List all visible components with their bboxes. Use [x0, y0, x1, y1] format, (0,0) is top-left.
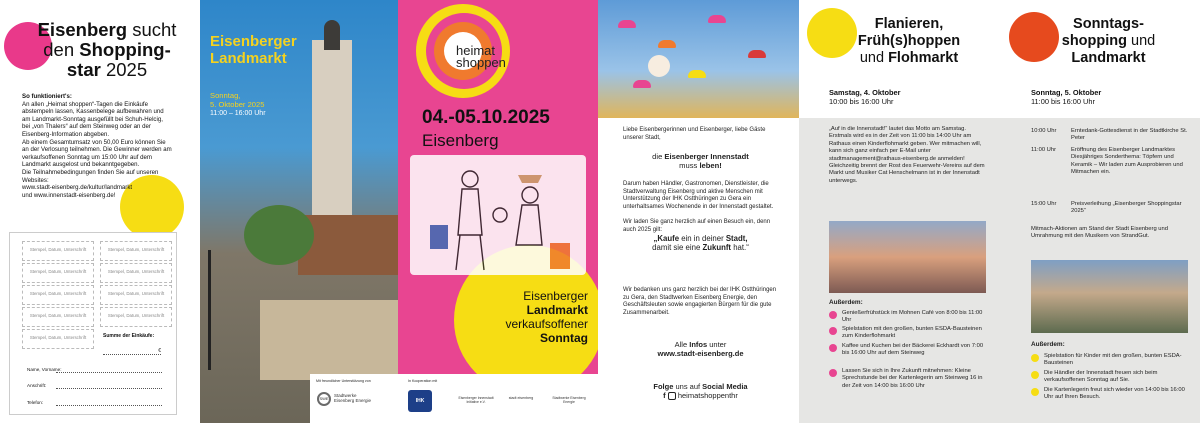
schedule-text: Erntedank-Gottesdienst in der Stadtkirche St. Peter	[1071, 128, 1188, 142]
url-innenstadt: und www.innenstadt-eisenberg.de!	[22, 191, 116, 199]
bullet-icon	[1031, 354, 1039, 362]
sunday-title: Sonntags- shopping und Landmarkt	[1061, 16, 1156, 66]
saturday-description: „Auf in die Innenstadt!“ lautet das Motto am Samstag. Erstmals wird es in der Zeit von 11:00 bis 14:00 Uhr am Rathaus einen Kinderflohmarkt geben. Wer mitmachen will, kann sich ganz einfach per E-Mail unter stadtmanagement@rathaus-eisenberg.de anmelden! Gleichzeitig brennt der Rost des Feuerwehr-Vereins auf dem Markt und Musiker Cat Henschelmann ist in der Innenstadt unterwegs.	[829, 126, 985, 184]
panel-saturday	[799, 0, 999, 423]
stamp-field: Stempel, Datum, Unterschrift	[100, 241, 172, 261]
website-link[interactable]: www.stadt-eisenberg.de	[657, 349, 744, 358]
list-item: Die Kartenlegerin freut sich wieder von 14:00 bis 16:00 Uhr auf Ihren Besuch.	[1044, 387, 1185, 401]
flohmarkt-photo	[829, 221, 986, 293]
list-item: Kaffee und Kuchen bei der Bäckerei Eckhardt von 7:00 bis 16:00 Uhr auf dem Steinweg	[842, 343, 984, 357]
list-item: Die Händler der Innenstadt freuen sich beim verkaufsoffenen Sonntag auf Sie.	[1044, 370, 1158, 384]
infos-block: Alle Infos unter www.stadt-eisenberg.de	[657, 340, 744, 358]
name-label: Name, Vorname:	[27, 367, 62, 372]
schedule-time: 15:00 Uhr	[1031, 201, 1057, 207]
bullet-icon	[829, 369, 837, 377]
stamp-field: Stempel, Datum, Unterschrift	[22, 307, 94, 327]
list-item: Genießerfrühstück im Mohnen Café von 8:00 bis 11:00 Uhr	[842, 310, 983, 324]
stamp-field: Stempel, Datum, Unterschrift	[22, 263, 94, 283]
stamp-field: Stempel, Datum, Unterschrift	[22, 285, 94, 305]
cooperation-label: In Kooperation mit	[408, 379, 438, 383]
address-label: Anschrift:	[27, 383, 47, 388]
schedule-time: 11:00 Uhr	[1031, 147, 1057, 153]
saturday-title: Flanieren, Früh(s)hoppen und Flohmarkt	[857, 16, 961, 66]
bullet-icon	[829, 344, 837, 352]
greeting-text: Liebe Eisenbergerinnen und Eisenberger, liebe Gäste unserer Stadt,	[623, 127, 766, 141]
stamp-field: Stempel, Datum, Unterschrift	[100, 307, 172, 327]
list-item: Lassen Sie sich in Ihre Zukunft mitnehmen: Kleine Sprechstunde bei der Kartenlegerin am Steinweg 16 in der Zeit von 14:00 bis 16:00 Uhr	[842, 368, 983, 389]
shoppingstar-title: Eisenberg sucht den Shopping- star 2025	[37, 19, 177, 80]
list-item: Spielstation mit den großen, bunten ESDA-Bausteinen zum Kinderflohmarkt	[842, 326, 982, 340]
umbrellas-photo	[598, 0, 799, 118]
stamp-field: Stempel, Datum, Unterschrift	[22, 329, 94, 349]
invite-paragraph: Wir laden Sie ganz herzlich auf einen Besuch ein, denn auch 2025 gilt:	[623, 219, 771, 233]
stamp-field: Stempel, Datum, Unterschrift	[100, 285, 172, 305]
how-it-works-text: So funktioniert's: An allen „Heimat shoppen“-Tagen die Einkäufe abstempeln lassen, Kassenbelege aufbewahren und am Landmarkt-Sonntag ausgefüllt bei Schuh-Helcig, bei „von Thalers“ auf dem Steinweg oder an der Eisenberg-Information abgeben. Ab einem Gesamtumsatz von 50,00 Euro können Sie an der Verlosung teilnehmen. Die Gewinner werden am verkaufsoffenen Sonntag um 15:00 Uhr auf dem Landmarkt ausgelost und bekanntgegeben. Die Teilnahmebedingungen finden Sie auf unseren Websites: www.stadt-eisenberg.de/kultur/landmarkt und www.innenstadt-eisenberg.de!	[22, 93, 172, 199]
landmarkt-time: 11:00 – 16:00 Uhr	[210, 110, 266, 117]
schedule-text: Eröffnung des Eisenberger Landmarktes Diesjähriges Sonderthema: Töpfern und Keramik – Wir laden zum Ausprobieren und Mitmachen ein.	[1071, 147, 1183, 176]
stadt-eisenberg-logo: stadt eisenberg	[508, 396, 534, 400]
schedule-text: Preisverleihung „Eisenberger Shoppingstar 2025“	[1071, 201, 1182, 215]
social-handle: heimatshoppenthr	[677, 391, 738, 401]
stamp-field: Stempel, Datum, Unterschrift	[22, 241, 94, 261]
tree-image	[244, 205, 314, 265]
bullet-icon	[1031, 388, 1039, 396]
house-roofs-image	[298, 215, 398, 275]
facebook-icon[interactable]: f	[663, 391, 666, 401]
panel-shoppingstar	[0, 0, 200, 423]
quote-innenstadt: die Eisenberger Innenstadt muss leben!	[652, 152, 749, 170]
list-item: Spielstation für Kinder mit den großen, bunten ESDA-Bausteinen	[1044, 353, 1182, 367]
phone-field	[56, 405, 162, 406]
phone-label: Telefon:	[27, 400, 44, 405]
ausserdem-heading: Außerdem:	[829, 299, 863, 306]
social-media-block: Folge uns auf Social Media f heimatshoppenthr	[653, 382, 748, 401]
landmarkt-slogan: Eisenberger Landmarkt verkaufsoffener Sonntag	[505, 289, 588, 345]
stamp-field: Stempel, Datum, Unterschrift	[100, 263, 172, 283]
sunday-date: Sonntag, 5. Oktober 11:00 bis 16:00 Uhr	[1031, 88, 1102, 106]
swe-logo-text: Stadtwerke Eisenberg Energie	[334, 393, 372, 403]
landmarkt-date: Sonntag, 5. Oktober 2025	[210, 91, 265, 109]
mitmach-text: Mitmach-Aktionen am Stand der Stadt Eisenberg und Umrahmung mit den Musikern von StrandGut.	[1031, 226, 1168, 240]
shoppers-illustration	[410, 155, 586, 275]
url-landmarkt: www.stadt-eisenberg.de/kultur/landmarkt	[22, 184, 133, 192]
market-crowd-image	[260, 300, 398, 380]
sum-field: €	[103, 348, 161, 355]
sum-label: Summe der Einkäufe:	[103, 333, 155, 339]
quote-kaufe: „Kaufe ein in deiner Stadt, damit sie eine Zukunft hat.“	[652, 234, 749, 253]
ihk-logo: IHK	[408, 390, 432, 412]
street-lamp-image	[208, 250, 211, 370]
address-field	[56, 388, 162, 389]
instagram-icon[interactable]	[668, 392, 676, 400]
saturday-date: Samstag, 4. Oktober 10:00 bis 16:00 Uhr	[829, 88, 901, 106]
panel-cover	[398, 0, 598, 423]
church-tower-image	[312, 40, 352, 240]
panel-landmarkt-photo	[200, 0, 398, 423]
bullet-icon	[1031, 371, 1039, 379]
heimat-shoppen-logo: heimat shoppen	[456, 43, 506, 70]
panel-sunday	[999, 0, 1200, 423]
sponsor-label: Mit freundlicher Unterstützung von	[316, 379, 371, 383]
bullet-icon	[829, 327, 837, 335]
name-field	[56, 372, 162, 373]
panel-letter	[598, 0, 799, 423]
landmarkt-title: Eisenberger Landmarkt	[210, 33, 297, 67]
ausserdem-heading: Außerdem:	[1031, 341, 1065, 348]
swe-logo: Stadtwerke Eisenberg Energie	[552, 396, 586, 404]
tower-spire-image	[324, 20, 340, 50]
event-dates: 04.-05.10.2025	[422, 107, 550, 128]
event-city: Eisenberg	[422, 131, 499, 150]
intro-paragraph: Darum haben Händler, Gastronomen, Dienstleister, die Stadtverwaltung Eisenberg und aktive Menschen mit Unterstützung der IHK Ostthüringen zu Gera ein unterhaltsames Wochenende in der Innenstadt gestaltet.	[623, 181, 774, 210]
landmarkt-photo	[1031, 260, 1188, 333]
thanks-paragraph: Wir bedanken uns ganz herzlich bei der IHK Ostthüringen zu Gera, den Stadtwerken Eisenberg Energie, den Geschäftsleuten sowie engagierten Bürgern für die gute Zusammenarbeit.	[623, 287, 777, 316]
innenstadt-logo: Eisenberger Innenstadt Initiative e.V.	[458, 396, 494, 404]
schedule-time: 10:00 Uhr	[1031, 128, 1057, 134]
bullet-icon	[829, 311, 837, 319]
swe-logo-icon: SWE	[317, 392, 331, 406]
